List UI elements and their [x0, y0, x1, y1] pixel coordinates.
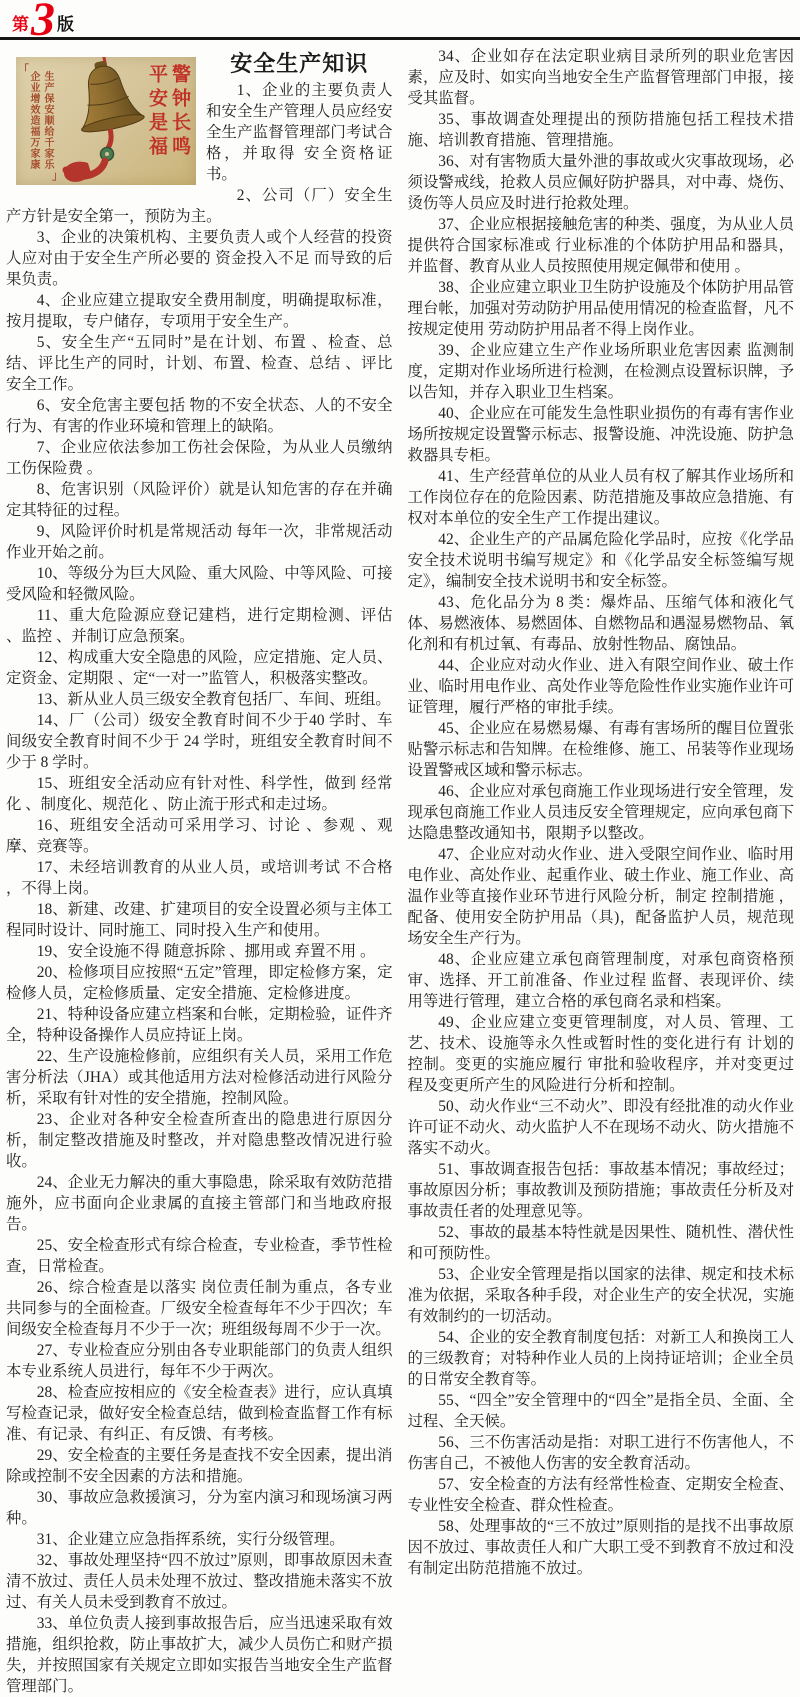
- knowledge-item: 27、专业检查应分别由各专业职能部门的负责人组织本专业系统人员进行，每年不少于两次。: [6, 1342, 393, 1380]
- knowledge-item: 55、“四全”安全管理中的“四全”是指全员、全面、全过程、全天候。: [407, 1392, 794, 1430]
- knowledge-item: 35、事故调查处理提出的预防措施包括工程技术措施、培训教育措施、管理措施。: [407, 111, 794, 149]
- couplet-line-left: 企业增效造福万家康: [28, 71, 39, 170]
- knowledge-item: 18、新建、改建、扩建项目的安全设置必须与主体工程同时设计、同时施工、同时投入生产和使用。: [6, 901, 393, 939]
- knowledge-item: 31、企业建立应急指挥系统，实行分级管理。: [36, 1531, 345, 1548]
- knowledge-item: 39、企业应建立生产作业场所职业危害因素 监测制度，定期对作业场所进行检测，在检测点设置标识牌，予以告知，并存入职业卫生档案。: [407, 342, 794, 401]
- knowledge-item: 54、企业的安全教育制度包括：对新工人和换岗工人的三级教育；对特种作业人员的上岗持证培训；企业全员的日常安全教育等。: [407, 1329, 794, 1388]
- knowledge-item: 16、班组安全活动可采用学习、讨论 、参观 、观摩、竞赛等。: [6, 817, 393, 855]
- knowledge-item: 43、危化品分为 8 类：爆炸品、压缩气体和液化气体、易燃液体、易燃固体、自燃物品和遇湿易燃物品、氧化剂和有机过氧、有毒品、放射性物品、腐蚀品。: [407, 594, 794, 653]
- knowledge-item: 2、公司（厂）安全生产方针是安全第一，预防为主。: [6, 187, 393, 225]
- knowledge-item: 53、企业安全管理是指以国家的法律、规定和技术标准为依据，采取各种手段，对企业生产的安全状况，实施有效制约的一切活动。: [407, 1266, 794, 1325]
- knowledge-item: 10、等级分为巨大风险、重大风险、中等风险、可接受风险和轻微风险。: [6, 565, 393, 603]
- knowledge-item: 3、企业的决策机构、主要负责人或个人经营的投资人应对由于安全生产所必要的 资金投入不足 而导致的后果负责。: [6, 229, 393, 288]
- edition-prefix: 第: [12, 15, 29, 34]
- knowledge-item: 58、处理事故的“三不放过”原则指的是找不出事故原因不放过、事故责任人和广大职工受不到教育不放过和没有制定出防范措施不放过。: [407, 1518, 794, 1577]
- knowledge-item: 4、企业应建立提取安全费用制度，明确提取标准，按月提取，专户储存，专项用于安全生产。: [6, 292, 393, 330]
- knowledge-item: 51、事故调查报告包括：事故基本情况；事故经过；事故原因分析；事故教训及预防措施；事故责任分析及对事故责任者的处理意见等。: [407, 1161, 794, 1220]
- knowledge-item: 40、企业应在可能发生急性职业损伤的有毒有害作业场所按规定设置警示标志、报警设施、冲洗设施、防护急救器具专柜。: [407, 405, 794, 464]
- article-title: 安全生产知识: [230, 51, 369, 76]
- right-items: [408, 46, 795, 1579]
- knowledge-item: 41、生产经营单位的从业人员有权了解其作业场所和工作岗位存在的危险因素、防范措施及事故应急措施、有权对本单位的安全生产工作提出建议。: [407, 468, 794, 527]
- knowledge-item: 1、企业的主要负责人和安全生产管理人员应经安全生产监督管理部门考试合格，并取得 安全资格证书。: [206, 82, 393, 183]
- knowledge-item: 47、企业应对动火作业、进入受限空间作业、临时用电作业、高处作业、起重作业、破土作业、施工作业、高温作业等直接作业环节进行风险分析，制定 控制措施 ，配备、使用安全防护用品（具)，配备监护人员，规范现场安全生产行为。: [407, 846, 794, 947]
- knowledge-item: 34、企业如存在法定职业病目录所列的职业危害因素，应及时、如实向当地安全生产监督管理部门申报，接受其监督。: [407, 48, 794, 107]
- knowledge-item: 11、重大危险源应登记建档，进行定期检测、评估 、监控 、并制订应急预案。: [6, 607, 393, 645]
- knowledge-item: 20、检修项目应按照“五定”管理，即定检修方案，定检修人员，定检修质量、定安全措施、定检修进度。: [6, 964, 393, 1002]
- edition-label: [0, 0, 800, 46]
- knowledge-item: 44、企业应对动火作业、进入有限空间作业、破土作业、临时用电作业、高处作业等危险性作业实施作业许可证管理，履行严格的审批手续。: [407, 657, 794, 716]
- knowledge-item: 38、企业应建立职业卫生防护设施及个体防护用品管理台帐，加强对劳动防护用品使用情况的检查监督，凡不按规定使用 劳动防护用品者不得上岗作业。: [407, 279, 794, 338]
- safety-poster: [16, 57, 196, 185]
- knowledge-item: 49、企业应建立变更管理制度，对人员、管理、工艺、技术、设施等永久性或暂时性的变化进行有 计划的控制。变更的实施应履行 审批和验收程序，并对变更过程及变更所产生的风险进行分析和控制。: [407, 1014, 794, 1094]
- knowledge-item: 48、企业应建立承包商管理制度，对承包商资格预审、选择、开工前准备、作业过程 监督、表现评价、续用等进行管理，建立合格的承包商名录和档案。: [407, 951, 794, 1010]
- knowledge-item: 26、综合检查是以落实 岗位责任制为重点，各专业共同参与的全面检查。厂级安全检查每年不少于四次；车间级安全检查每月不少于一次；班组级每周不少于一次。: [6, 1279, 393, 1338]
- knowledge-item: 19、安全设施不得 随意拆除 、挪用或 弃置不用 。: [36, 943, 376, 960]
- knowledge-item: 28、检查应按相应的《安全检查表》进行，应认真填写检查记录，做好安全检查总结，做到检查监督工作有标准、有记录、有纠正、有反馈、有考核。: [6, 1384, 393, 1443]
- knowledge-item: 46、企业应对承包商施工作业现场进行安全管理，发现承包商施工作业人员违反安全管理规定，应向承包商下达隐患整改通知书，限期予以整改。: [407, 783, 794, 842]
- left-items: [6, 80, 393, 1697]
- knowledge-item: 29、安全检查的主要任务是查找不安全因素，提出消除或控制不安全因素的方法和措施。: [6, 1447, 393, 1485]
- knowledge-item: 12、构成重大安全隐患的风险，应定措施、定人员、定资金、定期限 、定“一对一”监管人，积极落实整改。: [6, 649, 393, 687]
- poster-couplet: [26, 71, 54, 173]
- knowledge-item: 25、安全检查形式有综合检查，专业检查，季节性检查，日常检查。: [6, 1237, 393, 1275]
- knowledge-item: 32、事故处理坚持“四不放过”原则，即事故原因未查清不放过、责任人员未处理不放过、整改措施未落实不放过、有关人员未受到教育不放过。: [6, 1552, 393, 1611]
- knowledge-item: 23、企业对各种安全检查所查出的隐患进行原因分析，制定整改措施及时整改，并对隐患整改情况进行验收。: [6, 1111, 393, 1170]
- knowledge-item: 6、安全危害主要包括 物的不安全状态、人的不安全行为、有害的作业环境和管理上的缺陷。: [6, 397, 393, 435]
- slogan-left: 平安是福: [146, 64, 167, 160]
- knowledge-item: 50、动火作业“三不动火”、即没有经批准的动火作业许可证不动火、动火监护人不在现场不动火、防火措施不落实不动火。: [407, 1098, 794, 1157]
- knowledge-item: 52、事故的最基本特性就是因果性、随机性、潜伏性和可预防性。: [407, 1224, 794, 1262]
- bell-icon: [54, 57, 154, 185]
- knowledge-item: 36、对有害物质大量外泄的事故或火灾事故现场，必须设警戒线，抢救人员应佩好防护器具，对中毒、烧伤、烫伤等人员应及时进行抢救处理。: [407, 153, 794, 212]
- knowledge-item: 42、企业生产的产品属危险化学品时，应按《化学品安全技术说明书编写规定》和《化学品安全标签编写规定》，编制安全技术说明书和安全标签。: [407, 531, 794, 590]
- couplet-line-right: 生产保安顺给千家乐: [42, 71, 53, 170]
- article-body: [0, 40, 800, 1697]
- knowledge-item: 33、单位负责人接到事故报告后，应当迅速采取有效措施，组织抢救，防止事故扩大，减少人员伤亡和财产损失，并按照国家有关规定立即如实报告当地安全生产监督管理部门。: [6, 1615, 393, 1695]
- couplet-close-bracket: 」: [52, 170, 63, 182]
- poster-slogans: [145, 64, 191, 182]
- knowledge-item: 7、企业应依法参加工伤社会保险，为从业人员缴纳 工伤保险费 。: [6, 439, 393, 477]
- knowledge-item: 37、企业应根据接触危害的种类、强度，为从业人员提供符合国家标准或 行业标准的个体防护用品和器具，并监督、教育从业人员按照使用规定佩带和使用 。: [407, 216, 794, 275]
- knowledge-item: 22、生产设施检修前，应组织有关人员，采用工作危害分析法（JHA）或其他适用方法对检修活动进行风险分析，采取有针对性的安全措施，控制风险。: [6, 1048, 393, 1107]
- edition-number: 3: [31, 0, 55, 46]
- knowledge-item: 9、风险评价时机是常规活动 每年一次，非常规活动 作业开始之前。: [6, 523, 393, 561]
- left-column: [6, 46, 393, 1697]
- right-column: [408, 46, 795, 1697]
- knowledge-item: 21、特种设备应建立档案和台帐，定期检验，证件齐全，特种设备操作人员应持证上岗。: [6, 1006, 393, 1044]
- knowledge-item: 17、未经培训教育的从业人员，或培训考试 不合格 ，不得上岗。: [6, 859, 393, 897]
- couplet-open-bracket: 「: [18, 64, 29, 76]
- knowledge-item: 56、三不伤害活动是指：对职工进行不伤害他人，不伤害自己，不被他人伤害的安全教育活动。: [407, 1434, 794, 1472]
- knowledge-item: 8、危害识别（风险评价）就是认知危害的存在并确定其特征的过程。: [6, 481, 393, 519]
- knowledge-item: 14、厂（公司）级安全教育时间不少于40 学时、车间级安全教育时间不少于 24 学时，班组安全教育时间不少于 8 学时。: [6, 712, 393, 771]
- knowledge-item: 13、新从业人员三级安全教育包括厂、车间、班组。: [36, 691, 391, 708]
- knowledge-item: 15、班组安全活动应有针对性、科学性，做到 经常化 、制度化、规范化 、防止流于形式和走过场。: [6, 775, 393, 813]
- knowledge-item: 5、安全生产“五同时”是在计划、布置 、检查、总结、评比生产的同时，计划、布置、检查、总结 、评比安全工作。: [6, 334, 393, 393]
- knowledge-item: 24、企业无力解决的重大事隐患，除采取有效防范措施外，应书面向企业隶属的直接主管部门和当地政府报告。: [6, 1174, 393, 1233]
- knowledge-item: 45、企业应在易燃易爆、有毒有害场所的醒目位置张贴警示标志和告知牌。在检维修、施工、吊装等作业现场设置警戒区域和警示标志。: [407, 720, 794, 779]
- page-header: [0, 0, 800, 46]
- edition-suffix: 版: [57, 15, 74, 34]
- slogan-right: 警钟长鸣: [169, 64, 190, 160]
- knowledge-item: 30、事故应急救援演习，分为室内演习和现场演习两种。: [6, 1489, 393, 1527]
- knowledge-item: 57、安全检查的方法有经常性检查、定期安全检查、专业性安全检查、群众性检查。: [407, 1476, 794, 1514]
